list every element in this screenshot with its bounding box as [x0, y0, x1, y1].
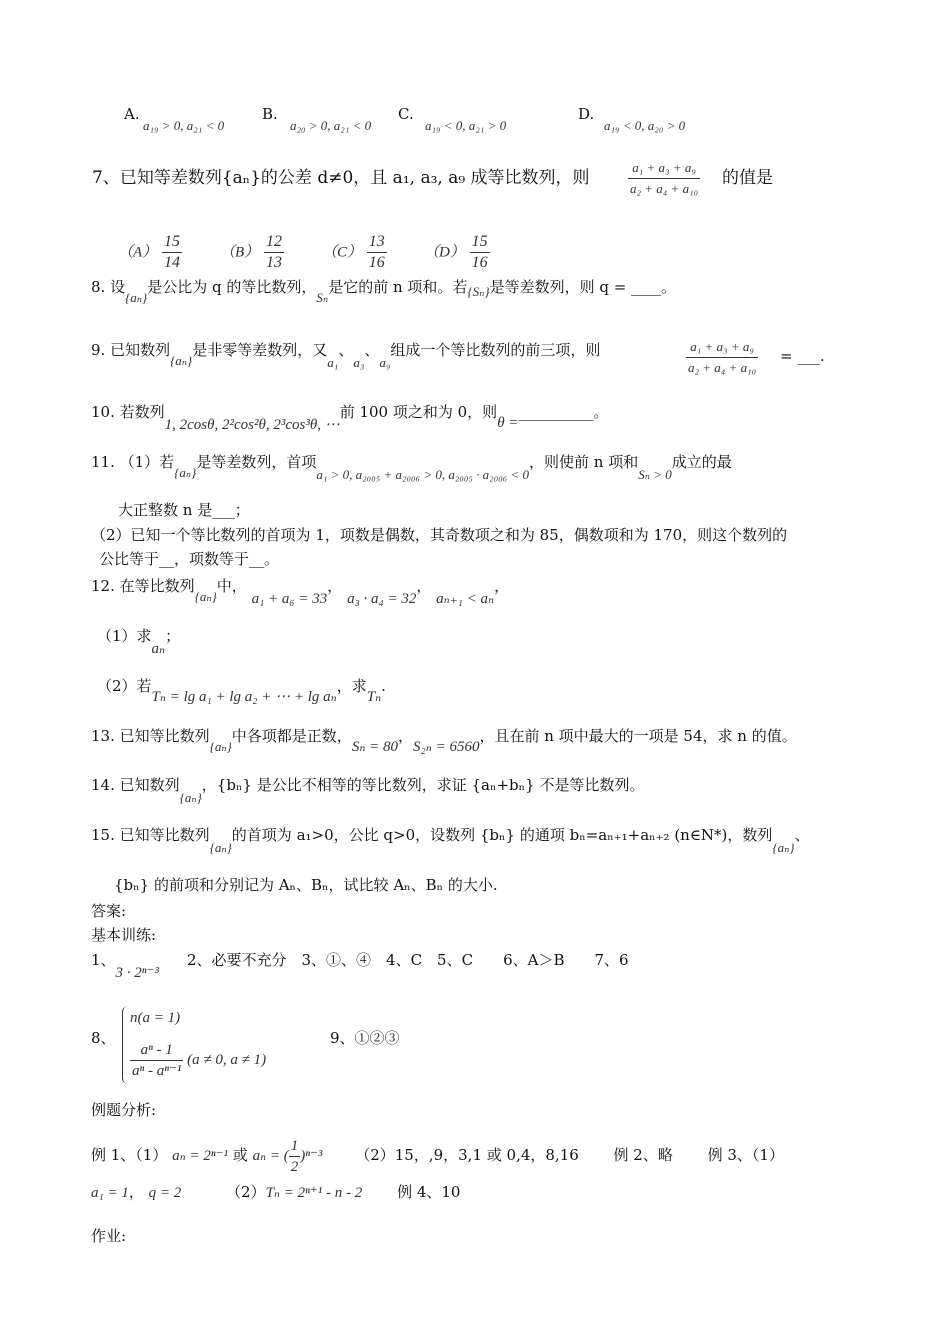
q7-option-d-num: 15 [470, 232, 490, 253]
example-1-b-num: 1 [289, 1136, 301, 1157]
q13-s2: S₂ₙ = 6560 [413, 739, 480, 755]
q8-p3: 是它的前 n 项和。若 [328, 278, 468, 296]
q7-option-c-num: 13 [367, 232, 387, 253]
q12-tn-expr: Tₙ = lg a₁ + lg a₂ + ⋯ + lg aₙ [151, 689, 337, 705]
q7-option-b [220, 232, 284, 273]
example-3-tn: Tₙ = 2ⁿ⁺¹ - n - 2 [265, 1185, 363, 1201]
q6-option-c-label: C. [398, 105, 414, 123]
q12-sub2-mid: ，求 [336, 677, 367, 695]
q11-p4: 成立的最 [671, 453, 732, 471]
q6-option-c-expr: a₁₉ < 0, a₂₁ > 0 [425, 118, 507, 133]
q12-line1: 12. 在等比数列{aₙ}中， a₁ + a₆ = 33， a₃ · a₄ = 32， aₙ₊₁ < aₙ， [91, 577, 510, 607]
q10-theta: θ = [497, 415, 519, 431]
q15-seq: {aₙ} [209, 840, 232, 855]
q11-line1 [91, 452, 732, 482]
q14-seq: {aₙ} [179, 790, 202, 805]
q13-seq: {aₙ} [209, 739, 232, 754]
q6-option-d-expr: a₁₉ < 0, a₂₀ > 0 [604, 118, 686, 133]
example-1-label: 例 1、（1） [91, 1145, 168, 1164]
example-1-b [252, 1138, 323, 1175]
example-3-line [91, 1182, 460, 1203]
q8-sn: Sₙ [316, 290, 329, 305]
q11-cond: a₁ > 0, a₂₀₀₅ + a₂₀₀₆ > 0, a₂₀₀₅ · a₂₀₀₆ < 0 [316, 467, 530, 482]
q7-option-d [424, 232, 490, 273]
q7-fraction-denominator: a₂ + a₄ + a₁₀ [630, 181, 699, 196]
example-4: 例 4、10 [397, 1183, 461, 1201]
example-1-b-den: 2 [290, 1159, 299, 1175]
q9-fraction-denominator: a₂ + a₄ + a₁₀ [688, 360, 757, 375]
example-1-line [91, 1136, 784, 1177]
example-1-b-pre: aₙ = ( [252, 1147, 289, 1164]
example-1-or: 或 [232, 1145, 248, 1164]
q12-sub2 [97, 676, 386, 705]
q12-p2: 中， [216, 577, 247, 595]
example-1-a: aₙ = 2ⁿ⁻¹ [172, 1147, 228, 1164]
q7-option-b-num: 12 [264, 232, 284, 253]
example-3-q: q = 2 [148, 1185, 182, 1201]
q11-seq: {aₙ} [174, 465, 197, 480]
q11-line2: 大正整数 n 是___； [118, 501, 250, 519]
q6-option-b-label: B. [262, 105, 278, 123]
q12-seq: {aₙ} [194, 589, 217, 604]
q7-option-b-den: 13 [265, 254, 282, 271]
q9-sep2: 、 [364, 341, 380, 359]
q9-sep1: 、 [338, 341, 354, 359]
q13-p3: ，且在前 n 项中最大的一项是 54，求 n 的值。 [479, 727, 797, 745]
q7-option-a-num: 15 [162, 232, 182, 253]
q12-p1: 12. 在等比数列 [91, 577, 195, 595]
q12-sub2-end: . [381, 677, 386, 695]
q7-tail: 的值是 [722, 168, 773, 188]
q15-line2: {bₙ} 的前项和分别记为 Aₙ、Bₙ，试比较 Aₙ、Bₙ 的大小. [114, 876, 498, 894]
q15-p3: 、 [794, 826, 810, 844]
q11-p3: ，则使前 n 项和 [529, 453, 639, 471]
example-1-part2: （2）15，,9，3,1 或 0,4，8,16 例 2、略 例 3、（1） [355, 1145, 784, 1164]
q7-fraction-numerator: a₁ + a₃ + a₉ [628, 158, 700, 179]
q13-p2: 中各项都是正数， [231, 727, 352, 745]
q8-seq: {aₙ} [125, 290, 148, 305]
q8-p4: 是等差数列，则 q = ____。 [489, 278, 677, 296]
q10-p1: 10. 若数列 [91, 403, 165, 421]
q9-a3: a₃ [353, 355, 365, 370]
q7-option-c [322, 232, 387, 273]
q7-option-a [118, 232, 182, 273]
example-1-b-post: )ⁿ⁻³ [300, 1147, 323, 1164]
q9-a9: a₉ [379, 355, 391, 370]
q7-fraction [628, 158, 700, 199]
example-3-sep: ， [128, 1183, 144, 1201]
answer-9: 9、①②③ [330, 1029, 400, 1047]
q12-sub1-text: （1）求 [97, 627, 152, 645]
answer-8-cond: (a ≠ 0, a ≠ 1) [187, 1051, 267, 1068]
answer-1-expr: 3 · 2ⁿ⁻³ [115, 965, 159, 981]
q7-option-d-den: 16 [471, 254, 488, 271]
q7-option-d-label: （D） [424, 244, 465, 261]
q12-tn: Tₙ [366, 689, 382, 705]
q15-seq2: {aₙ} [772, 840, 795, 855]
q6-option-a-label: A. [124, 105, 140, 123]
example-3-a1: a₁ = 1 [91, 1185, 129, 1201]
q9-seq: {aₙ} [170, 353, 193, 368]
q6-option-b-expr: a₂₀ > 0, a₂₁ < 0 [290, 118, 372, 133]
answer-rest: 2、必要不充分 3、①、④ 4、C 5、C 6、A＞B 7、6 [186, 951, 629, 969]
answers-title: 答案: [91, 902, 127, 920]
q12-cond2: a₃ · a₄ = 32 [347, 591, 417, 607]
answer-8-top-case: n(a = 1) [130, 1010, 181, 1026]
q8-line [91, 277, 677, 305]
homework-title: 作业: [91, 1227, 127, 1245]
answer-1-label: 1、 [91, 951, 116, 969]
q11-line4: 公比等于__，项数等于__。 [99, 550, 280, 568]
answer-8-bottom-case [130, 1040, 266, 1081]
q12-cond1: a₁ + a₆ = 33 [251, 591, 328, 607]
answer-8-label: 8、 [91, 1029, 116, 1047]
example-analysis-title: 例题分析: [91, 1101, 157, 1119]
q7-option-a-den: 14 [163, 254, 180, 271]
q10-expr: 1, 2cosθ, 2²cos²θ, 2³cos³θ, ⋯ [164, 417, 340, 433]
q12-sub1-an: aₙ [151, 641, 166, 657]
q11-p2: 是等差数列，首项 [196, 453, 317, 471]
q15-p1: 15. 已知等比数列 [91, 826, 210, 844]
q13-line: 13. 已知等比数列{aₙ}中各项都是正数，Sₙ = 80，S₂ₙ = 6560，且在前 n 项中最大的一项是 54，求 n 的值。 [91, 727, 797, 755]
q9-p1: 9. 已知数列 [91, 341, 171, 359]
q14-line [91, 775, 645, 805]
q10-p2: 前 100 项之和为 0，则 [339, 403, 498, 421]
q9-line [91, 340, 601, 370]
q8-p1: 8. 设 [91, 278, 126, 296]
q12-sub1 [97, 626, 181, 657]
q12-sub1-end: ； [165, 627, 181, 645]
q9-p2: 是非零等差数列，又 [192, 341, 328, 359]
q9-fraction [686, 337, 758, 378]
example-3-part2: （2） [226, 1183, 266, 1201]
q7-option-b-label: （B） [220, 244, 260, 261]
q7-stem: 7、已知等差数列{aₙ}的公差 d≠0，且 a₁, a₃, a₉ 成等比数列，则 [92, 168, 590, 188]
q6-option-a-expr: a₁₉ > 0, a₂₁ < 0 [143, 118, 225, 133]
q15-line1 [91, 825, 810, 855]
q9-p3: 组成一个等比数列的前三项，则 [390, 341, 601, 359]
q8-ssn: {Sₙ} [467, 284, 490, 299]
q7-option-a-label: （A） [118, 244, 158, 261]
q9-fraction-numerator: a₁ + a₃ + a₉ [686, 337, 758, 358]
q15-p2: 的首项为 a₁>0，公比 q>0，设数列 {bₙ} 的通项 bₙ=aₙ₊₁+aₙ₊₂ (n∈N*)，数列 [231, 826, 773, 844]
q12-cond3: aₙ₊₁ < aₙ [436, 591, 495, 607]
answer-row-1 [91, 950, 629, 981]
q11-sn: Sₙ > 0 [638, 467, 672, 482]
q13-s1: Sₙ = 80 [351, 739, 399, 755]
q13-p1: 13. 已知等比数列 [91, 727, 210, 745]
q7-option-c-label: （C） [322, 244, 363, 261]
q14-p1: 14. 已知数列 [91, 776, 180, 794]
q11-p1: 11. （1）若 [91, 453, 175, 471]
q9-a1: a₁ [327, 355, 339, 370]
q6-option-d-label: D. [578, 105, 595, 123]
q11-line3: （2）已知一个等比数列的首项为 1，项数是偶数，其奇数项之和为 85，偶数项和为 170，则这个数列的 [91, 526, 788, 544]
answer-8-den: aⁿ - aⁿ⁻¹ [132, 1063, 182, 1079]
answer-8-num: aⁿ - 1 [130, 1040, 183, 1061]
q10-line [91, 402, 609, 433]
answers-basic-title: 基本训练: [91, 926, 157, 944]
q12-sub2-text: （2）若 [97, 677, 152, 695]
q9-blank: = ___. [780, 347, 825, 365]
q10-blank: __________。 [518, 403, 609, 421]
q14-p2: ，{bₙ} 是公比不相等的等比数列，求证 {aₙ+bₙ} 不是等比数列。 [201, 776, 645, 794]
q7-option-c-den: 16 [368, 254, 385, 271]
q8-p2: 是公比为 q 的等比数列， [147, 278, 317, 296]
